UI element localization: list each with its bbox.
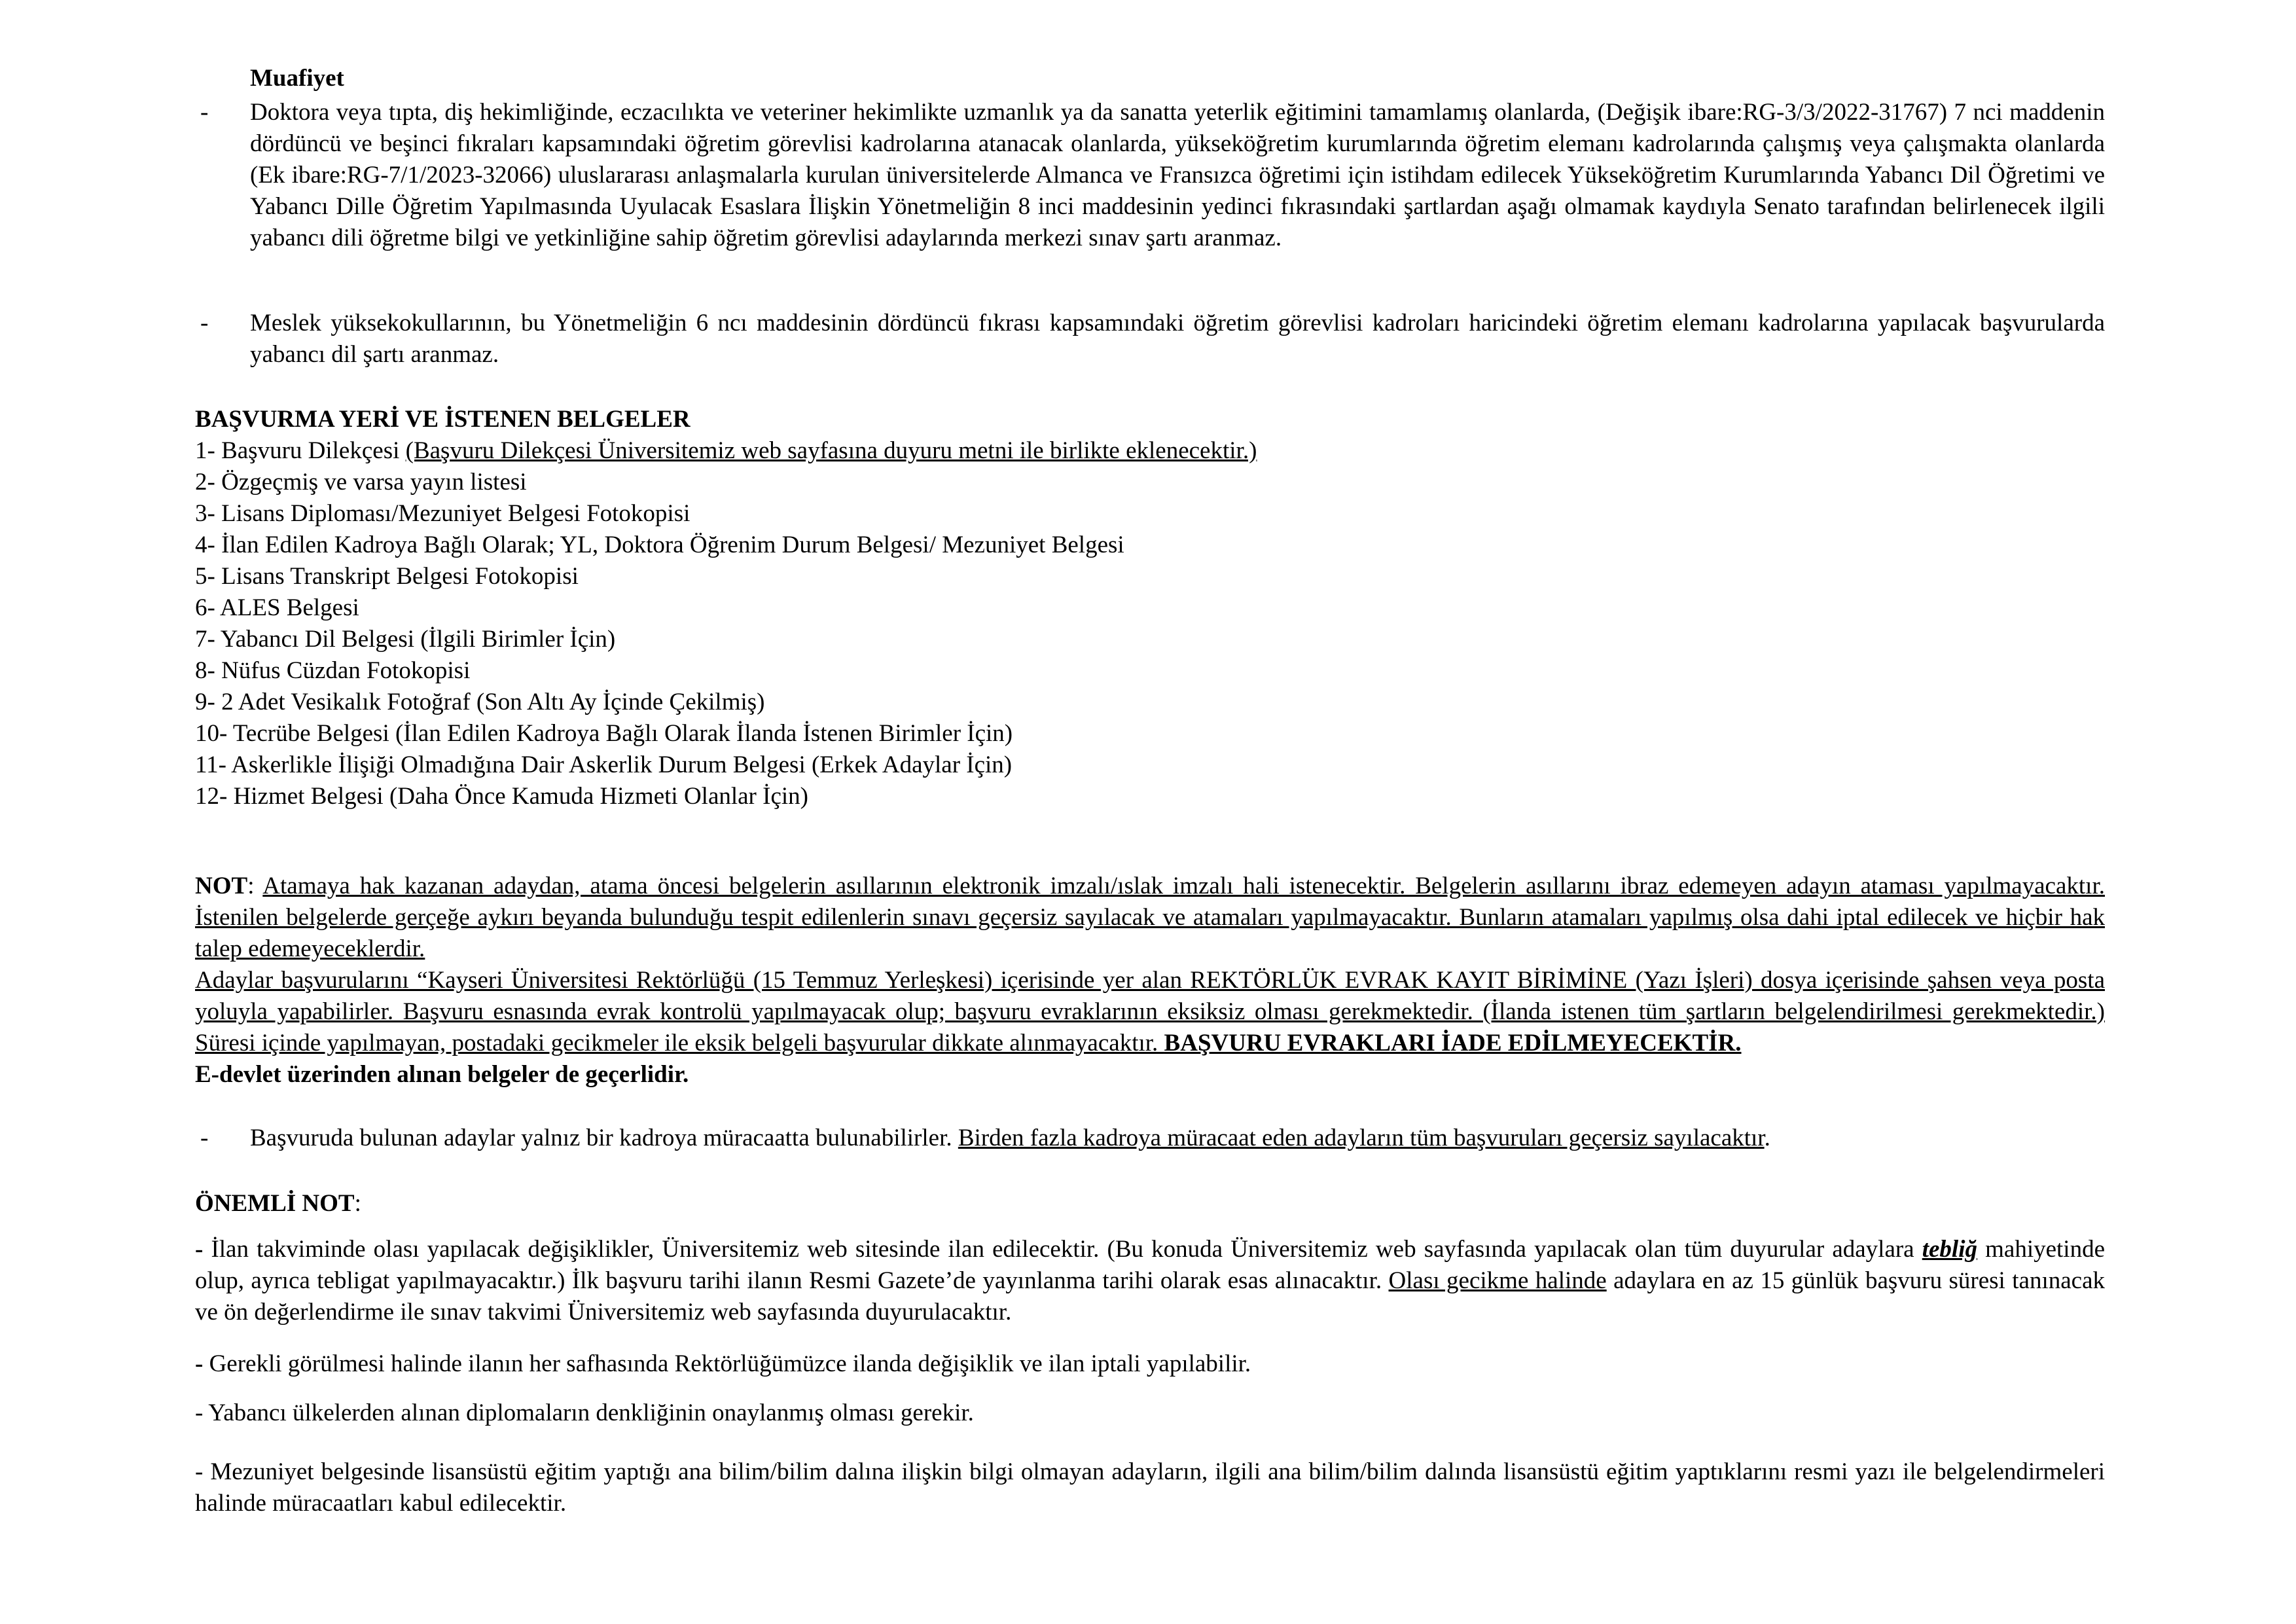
note-text-2-bold: BAŞVURU EVRAKLARI İADE EDİLMEYECEKTİR.	[1164, 1030, 1742, 1056]
single-application-note	[250, 1123, 2105, 1154]
document-list-item: 9- 2 Adet Vesikalık Fotoğraf (Son Altı Ay İçinde Çekilmiş)	[195, 689, 765, 715]
important-note-paragraph-3: - Yabancı ülkelerden alınan diplomaların denkliğinin onaylanmış olması gerekir.	[195, 1399, 974, 1426]
document-list-item: 4- İlan Edilen Kadroya Bağlı Olarak; YL, Doktora Öğrenim Durum Belgesi/ Mezuniyet Belgesi	[195, 532, 1124, 558]
document-list-item: 6- ALES Belgesi	[195, 594, 359, 621]
bullet-dash: -	[200, 1125, 209, 1151]
single-application-period: .	[1764, 1125, 1770, 1151]
important-note-text: İlan takviminde olası yapılacak değişiklikler, Üniversitemiz web sitesinde ilan edilecektir. (Bu konuda Üniversitemiz web sayfasında yapılacak olan tüm duyurular adaylara	[211, 1236, 1922, 1263]
dash-marker: -	[195, 1236, 211, 1263]
document-item-label: 1- Başvuru Dilekçesi	[195, 437, 406, 464]
document-list-item: 8- Nüfus Cüzdan Fotokopisi	[195, 657, 471, 684]
important-note-label: ÖNEMLİ NOT	[195, 1190, 355, 1217]
note-paragraph-1	[195, 871, 2105, 965]
note-paragraph-2	[195, 965, 2105, 1059]
single-application-warning: Birden fazla kadroya müracaat eden adayların tüm başvuruları geçersiz sayılacaktır	[958, 1125, 1765, 1151]
important-note-paragraph-4: - Mezuniyet belgesinde lisansüstü eğitim yaptığı ana bilim/bilim dalına ilişkin bilgi olmayan adayların, ilgili ana bilim/bilim dalında lisansüstü eğitim yaptıklarını resmi yazı ile belgelendirmeleri halinde müracaatları kabul edilecektir.	[195, 1458, 2105, 1517]
important-note-text: adaylara en az 15 günlük başvuru süresi tanınacak ve ön değerlendirme ile sınav takvimi Üniversitemiz web sayfasında duyurulacaktır.	[195, 1267, 2105, 1326]
document-list-item: 3- Lisans Diploması/Mezuniyet Belgesi Fotokopisi	[195, 500, 691, 527]
teblig-emphasis: tebliğ	[1922, 1236, 1977, 1263]
important-note-text: Gerekli görülmesi halinde ilanın her safhasında Rektörlüğümüzce ilanda değişiklik ve ilan iptali yapılabilir.	[209, 1350, 1251, 1377]
note-text-1: Atamaya hak kazanan adaydan, atama öncesi belgelerin asıllarının elektronik imzalı/ıslak imzalı hali istenecektir. Belgelerin asıllarını ibraz edemeyen adayın ataması yapılmayacaktır. İstenilen belgelerde gerçeğe aykırı beyanda bulunduğu tespit edilenlerin sınavı geçersiz sayılacak ve atamaları yapılmayacaktır. Bunların atamaları yapılmış olsa dahi iptal edilecek ve hiçbir hak talep edemeyeceklerdir.	[195, 873, 2105, 962]
document-list-item: 7- Yabancı Dil Belgesi (İlgili Birimler İçin)	[195, 626, 616, 653]
document-item-note: (Başvuru Dilekçesi Üniversitemiz web sayfasına duyuru metni ile birlikte eklenecektir.)	[405, 437, 1257, 464]
note-text-2: Adaylar başvurularını “Kayseri Üniversitesi Rektörlüğü (15 Temmuz Yerleşkesi) içerisinde yer alan REKTÖRLÜK EVRAK KAYIT BİRİMİNE (Yazı İşleri) dosya içerisinde şahsen veya posta yoluyla yapabilirler. Başvuru esnasında evrak kontrolü yapılmayacak olup; başvuru evraklarının eksiksiz olması gerekmektedir. (İlanda istenen tüm şartların belgelendirilmesi gerekmektedir.) Süresi içinde yapılmayan, postadaki gecikmeler ile eksik belgeli başvurular dikkate alınmayacaktır.	[195, 967, 2105, 1056]
document-list-item: 5- Lisans Transkript Belgesi Fotokopisi	[195, 563, 579, 590]
required-documents-section	[195, 404, 2105, 812]
dash-marker: -	[195, 1350, 209, 1377]
important-note-paragraph-2	[195, 1348, 2105, 1380]
edevlet-note: E-devlet üzerinden alınan belgeler de geçerlidir.	[195, 1061, 689, 1088]
document-list-item: 10- Tecrübe Belgesi (İlan Edilen Kadroya Bağlı Olarak İlanda İstenen Birimler İçin)	[195, 720, 1013, 747]
muafiyet-item-1: Doktora veya tıpta, diş hekimliğinde, eczacılıkta ve veteriner hekimlikte uzmanlık ya da sanatta yeterlik eğitimini tamamlamış olanlarda, (Değişik ibare:RG-3/3/2022-31767) 7 nci maddenin dördüncü ve beşinci fıkraları kapsamındaki öğretim görevlisi kadrolarına atanacak olanlarda, yükseköğretim kurumlarında öğretim elemanı kadrolarında çalışmış veya çalışmakta olanlarda (Ek ibare:RG-7/1/2023-32066) uluslararası anlaşmalarla kurulan üniversitelerde Almanca ve Fransızca öğretimi için istihdam edilecek Yükseköğretim Kurumlarında Yabancı Dil Öğretimi ve Yabancı Dille Öğretim Yapılmasında Uyulacak Esaslara İlişkin Yönetmeliğin 8 inci maddesinin yedinci fıkrasındaki şartlardan aşağı olmamak kaydıyla Senato tarafından belirlenecek ilgili yabancı dili öğretme bilgi ve yetkinliğine sahip öğretim görevlisi adaylarında merkezi sınav şartı aranmaz.	[250, 99, 2105, 251]
muafiyet-heading: Muafiyet	[250, 65, 344, 92]
note-label: NOT	[195, 873, 248, 899]
single-application-text: Başvuruda bulunan adaylar yalnız bir kadroya müracaatta bulunabilirler.	[250, 1125, 958, 1151]
document-list-item: 11- Askerlikle İlişiği Olmadığına Dair Askerlik Durum Belgesi (Erkek Adaylar İçin)	[195, 751, 1013, 778]
delay-emphasis: Olası gecikme halinde	[1388, 1267, 1607, 1294]
important-note-text: mahiyetinde olup, ayrıca tebligat yapılmayacaktır.) İlk başvuru tarihi ilanın Resmi Gazete’de yayınlanma tarihi olarak esas alınacaktır.	[195, 1236, 2106, 1294]
muafiyet-item-2: Meslek yüksekokullarının, bu Yönetmeliğin 6 ncı maddesinin dördüncü fıkrası kapsamındaki öğretim görevlisi kadroları haricindeki öğretim elemanı kadrolarına yapılacak başvurularda yabancı dil şartı aranmaz.	[250, 310, 2105, 368]
important-note-heading	[195, 1188, 361, 1219]
bullet-dash: -	[200, 99, 209, 126]
note-colon: :	[247, 873, 263, 899]
important-note-paragraph-1	[195, 1234, 2105, 1328]
note-section	[195, 871, 2105, 1091]
basvurma-heading: BAŞVURMA YERİ VE İSTENEN BELGELER	[195, 406, 691, 433]
document-list-item: 12- Hizmet Belgesi (Daha Önce Kamuda Hizmeti Olanlar İçin)	[195, 783, 808, 810]
document-list-item	[195, 435, 2105, 467]
bullet-dash: -	[200, 310, 209, 336]
document-list-item: 2- Özgeçmiş ve varsa yayın listesi	[195, 469, 527, 496]
important-note-colon: :	[354, 1190, 361, 1217]
